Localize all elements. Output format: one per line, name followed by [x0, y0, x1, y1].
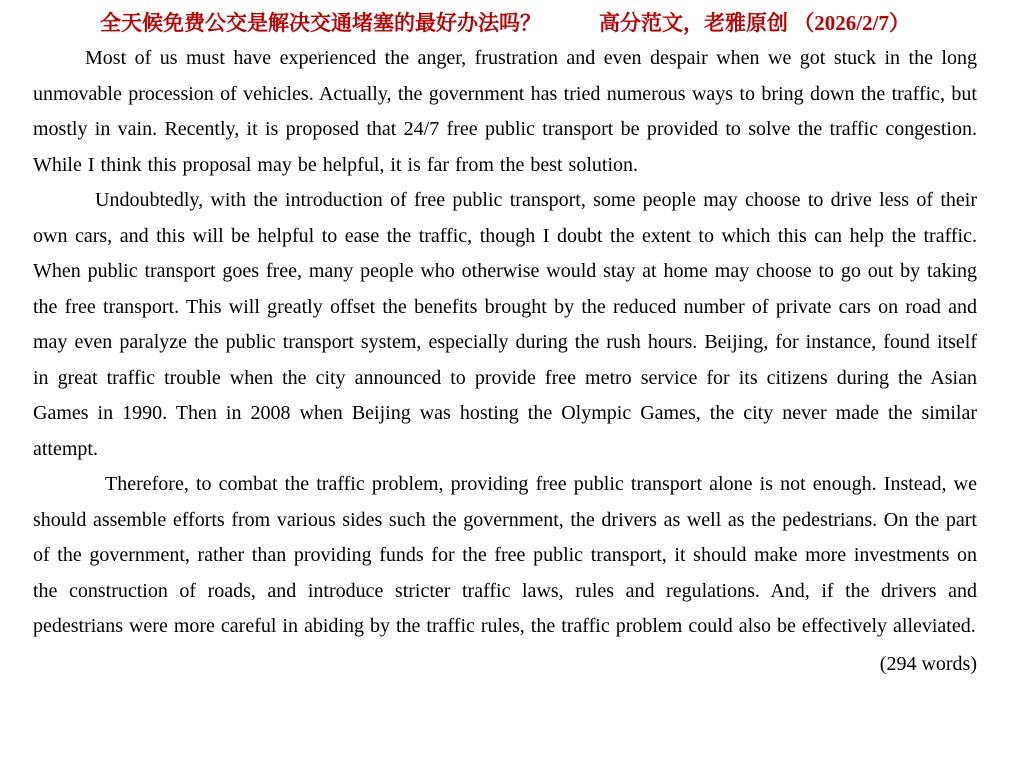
document-title	[33, 5, 977, 41]
paragraph-intro: Most of us must have experienced the anger, frustration and even despair when we got stuck in the long unmovable procession of vehicles. Actually, the government has tried numerous ways to bring down the traffic, but mostly in vain. Recently, it is proposed that 24/7 free public transport be provided to solve the traffic congestion. While I think this proposal may be helpful, it is far from the best solution.	[33, 47, 977, 176]
paragraph-conclusion: Therefore, to combat the traffic problem, providing free public transport alone is not enough. Instead, we should assemble efforts from various sides such the government, the drivers as well as the pedestrians. On the part of the government, rather than providing funds for the free public transport, it should make more investments on the construction of roads, and introduce stricter traffic laws, rules and regulations. And, if the drivers and pedestrians were more careful in abiding by the traffic rules, the traffic problem could also be effectively alleviated.	[33, 473, 977, 637]
paragraph-body: Undoubtedly, with the introduction of free public transport, some people may choose to drive less of their own cars, and this will be helpful to ease the traffic, though I doubt the extent to which this can help the traffic. When public transport goes free, many people who otherwise would stay at home may choose to go out by taking the free transport. This will greatly offset the benefits brought by the reduced number of private cars on road and may even paralyze the public transport system, especially during the rush hours. Beijing, for instance, found itself in great traffic trouble when the city announced to provide free metro service for its citizens during the Asian Games in 1990. Then in 2008 when Beijing was hosting the Olympic Games, the city never made the similar attempt.	[33, 189, 977, 460]
title-credit-text: 高分范文，老雅原创 （2026/2/7）	[599, 11, 910, 35]
title-question-text: 全天候免费公交是解决交通堵塞的最好办法吗？	[100, 11, 542, 35]
word-count: (294 words)	[879, 652, 977, 675]
